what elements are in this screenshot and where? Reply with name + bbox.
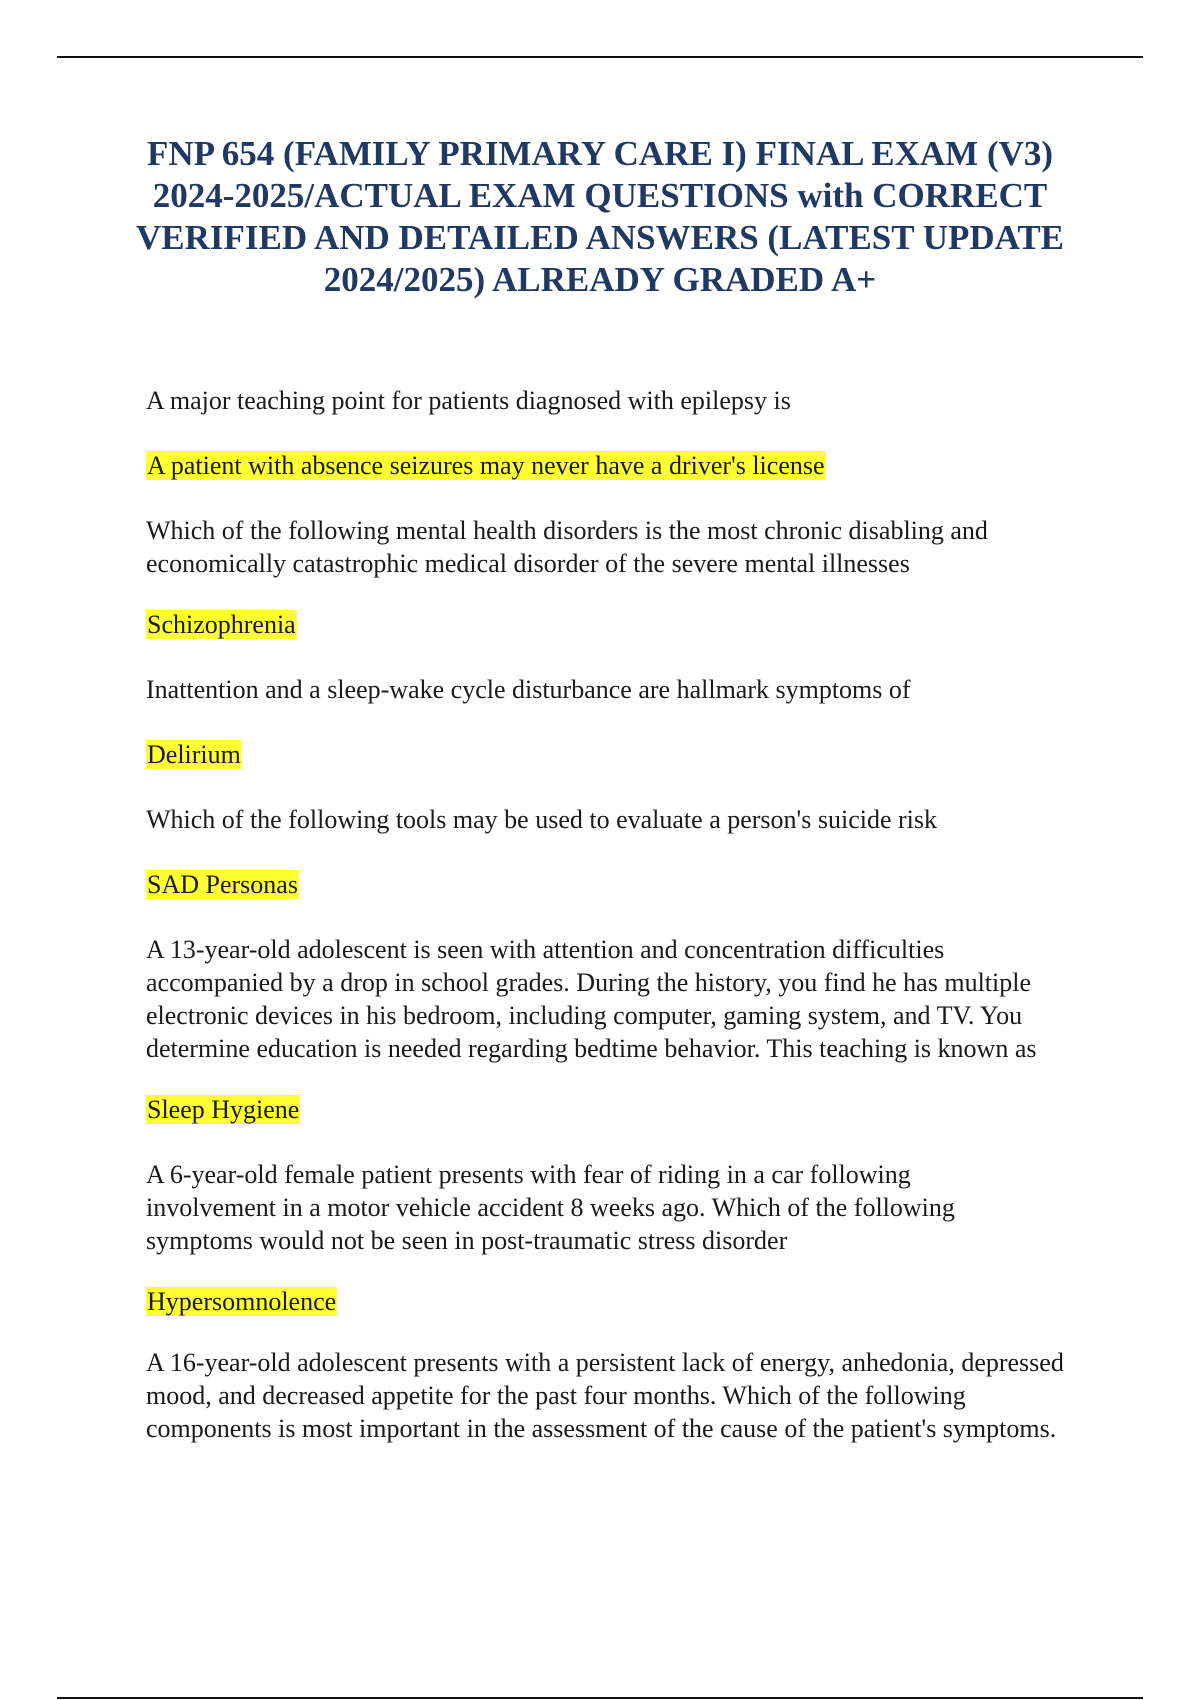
qa-list	[146, 384, 1086, 1445]
document-title: FNP 654 (FAMILY PRIMARY CARE I) FINAL EXAM (V3) 2024-2025/ACTUAL EXAM QUESTIONS with CORRECT VERIFIED AND DETAILED ANSWERS (LATEST UPDATE 2024/2025) ALREADY GRADED A+	[135, 134, 1065, 299]
question-text: Which of the following mental health disorders is the most chronic disabling and economically catastrophic medical disorder of the severe mental illnesses	[146, 516, 988, 578]
question-text: Inattention and a sleep-wake cycle disturbance are hallmark symptoms of	[146, 675, 911, 704]
answer-text	[146, 608, 1086, 641]
answer-highlight: A patient with absence seizures may never have a driver's license	[147, 451, 825, 480]
answer-highlight: Hypersomnolence	[147, 1287, 337, 1316]
answer-text	[146, 738, 1086, 771]
bottom-rule	[57, 1697, 1143, 1699]
answer-text	[146, 1093, 1086, 1126]
question-text: A 6-year-old female patient presents with fear of riding in a car following involvement in a motor vehicle accident 8 weeks ago. Which of the following symptoms would not be seen in post-traumatic stress disorder	[146, 1160, 955, 1255]
answer-text	[146, 868, 1086, 901]
question-text: A 13-year-old adolescent is seen with attention and concentration difficulties accompanied by a drop in school grades. During the history, you find he has multiple electronic devices in his bedroom, including computer, gaming system, and TV. You determine education is needed regarding bedtime behavior. This teaching is known as	[146, 935, 1037, 1063]
top-rule	[57, 56, 1143, 58]
answer-text	[146, 1285, 1086, 1318]
answer-highlight: Delirium	[147, 740, 241, 769]
answer-text	[146, 449, 1086, 482]
answer-highlight: Schizophrenia	[147, 610, 296, 639]
question-text: A 16-year-old adolescent presents with a persistent lack of energy, anhedonia, depressed mood, and decreased appetite for the past four months. Which of the following components is most important in the assessment of the cause of the patient's symptoms.	[146, 1348, 1064, 1443]
answer-highlight: SAD Personas	[147, 870, 298, 899]
question-text: Which of the following tools may be used to evaluate a person's suicide risk	[146, 805, 937, 834]
question-text: A major teaching point for patients diagnosed with epilepsy is	[146, 386, 791, 415]
answer-highlight: Sleep Hygiene	[147, 1095, 300, 1124]
